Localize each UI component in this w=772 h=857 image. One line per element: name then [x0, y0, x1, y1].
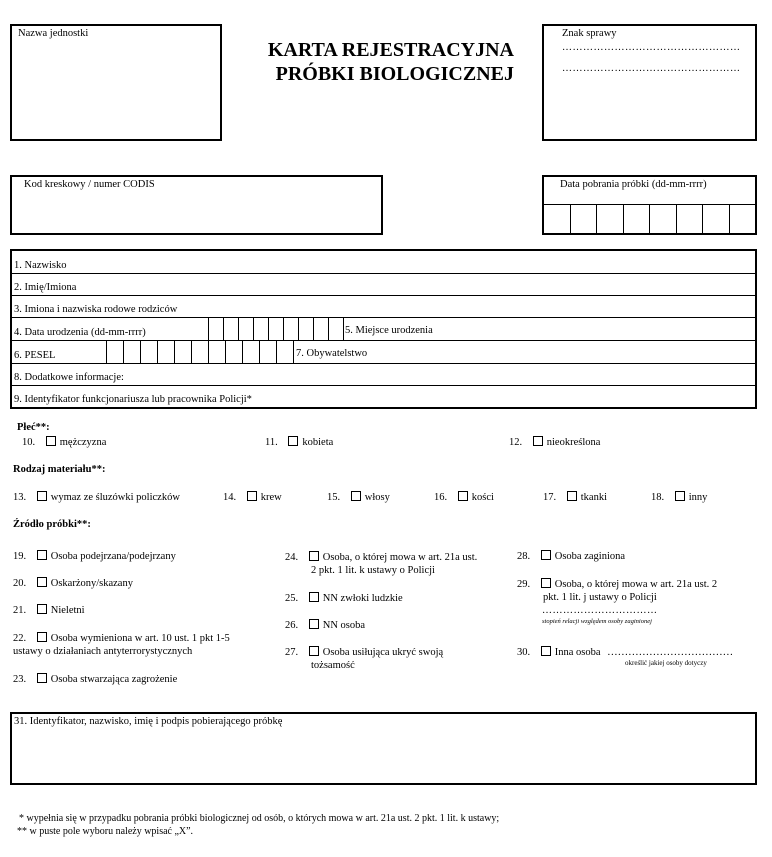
barcode-label: Kod kreskowy / numer CODIS	[24, 179, 155, 190]
checkbox[interactable]	[288, 436, 298, 446]
option-number: 17.	[543, 492, 557, 503]
option-label: Oskarżony/skazany	[50, 578, 133, 589]
checkbox[interactable]	[541, 578, 551, 588]
option-label-cont: tożsamość	[311, 660, 355, 671]
checkbox[interactable]	[37, 604, 47, 614]
option-label: NN osoba	[322, 620, 366, 631]
option-minor[interactable]	[13, 604, 85, 616]
option-number: 21.	[13, 605, 27, 616]
option-art21a-k[interactable]	[285, 551, 477, 577]
citizenship-label[interactable]: 7. Obywatelstwo	[296, 348, 368, 359]
barcode-box[interactable]	[10, 175, 383, 235]
surname-label: 1. Nazwisko	[14, 260, 67, 271]
officer-id-label: 9. Identyfikator funkcjonariusza lub pracownika Policji*	[14, 394, 252, 405]
checkbox[interactable]	[567, 491, 577, 501]
relation-dots[interactable]: ……………………………	[542, 605, 658, 616]
option-label: Osoba podejrzana/podejrzany	[50, 551, 176, 562]
option-label: Osoba, o której mowa w art. 21a ust.	[322, 552, 478, 563]
collector-label: 31. Identyfikator, nazwisko, imię i podpis pobierającego próbkę	[14, 716, 283, 727]
option-nn-remains[interactable]	[285, 592, 403, 604]
option-number: 29.	[517, 579, 531, 590]
birth-place-label[interactable]: 5. Miejsce urodzenia	[345, 325, 433, 336]
option-label: Osoba wymieniona w art. 10 ust. 1 pkt 1-5	[50, 633, 230, 644]
checkbox[interactable]	[458, 491, 468, 501]
option-label: Osoba usiłująca ukryć swoją	[322, 647, 444, 658]
checkbox[interactable]	[37, 491, 47, 501]
option-bones[interactable]	[434, 491, 494, 503]
option-label: kobieta	[302, 437, 334, 448]
case-dots-2: ……………………………………………	[562, 63, 741, 74]
option-number: 14.	[223, 492, 237, 503]
unit-name-box[interactable]	[10, 24, 222, 141]
option-missing-person[interactable]	[517, 550, 625, 562]
option-hiding-identity[interactable]	[285, 646, 443, 672]
option-art21a-j[interactable]	[517, 578, 717, 604]
option-undetermined[interactable]	[509, 436, 600, 448]
option-tissue[interactable]	[543, 491, 607, 503]
option-number: 13.	[13, 492, 27, 503]
pesel-cells[interactable]	[106, 341, 294, 363]
checkbox[interactable]	[37, 577, 47, 587]
row-first-names[interactable]	[12, 274, 755, 296]
title-line-1: KARTA REJESTRACYJNA	[267, 39, 514, 61]
other-person-dots[interactable]: ………………………………	[607, 647, 734, 658]
parents-label: 3. Imiona i nazwiska rodowe rodziców	[14, 304, 178, 315]
checkbox[interactable]	[247, 491, 257, 501]
option-number: 25.	[285, 593, 299, 604]
option-male[interactable]	[22, 436, 106, 448]
footnote-1: * wypełnia się w przypadku pobrania próbki biologicznej od osób, o których mowa w art. 21a ust. 2 pkt. 1 lit. k ustawy;	[19, 813, 500, 824]
row-birth	[12, 318, 755, 341]
sample-date-cells[interactable]	[544, 204, 755, 234]
option-label: inny	[688, 492, 708, 503]
checkbox[interactable]	[309, 646, 319, 656]
checkbox[interactable]	[309, 592, 319, 602]
option-accused[interactable]	[13, 577, 133, 589]
checkbox[interactable]	[309, 551, 319, 561]
birth-date-cells[interactable]	[208, 318, 344, 340]
relation-note: stopień relacji względem osoby zaginionej	[542, 618, 652, 625]
option-number: 27.	[285, 647, 299, 658]
option-label: nieokreślona	[546, 437, 601, 448]
personal-data-table	[10, 249, 757, 409]
sex-section-title: Płeć**:	[17, 422, 50, 433]
row-additional-info[interactable]	[12, 364, 755, 386]
option-suspect[interactable]	[13, 550, 176, 562]
collector-box[interactable]	[10, 712, 757, 785]
option-label: NN zwłoki ludzkie	[322, 593, 403, 604]
checkbox[interactable]	[37, 673, 47, 683]
option-other-material[interactable]	[651, 491, 707, 503]
option-label: Osoba, o której mowa w art. 21a ust. 2	[554, 579, 718, 590]
option-number: 26.	[285, 620, 299, 631]
checkbox[interactable]	[541, 646, 551, 656]
option-threat[interactable]	[13, 673, 177, 685]
option-blood[interactable]	[223, 491, 282, 503]
row-surname[interactable]	[12, 251, 755, 274]
checkbox[interactable]	[533, 436, 543, 446]
unit-name-label: Nazwa jednostki	[18, 28, 89, 39]
row-pesel	[12, 341, 755, 364]
option-number: 12.	[509, 437, 523, 448]
footnote-2: ** w puste pole wyboru należy wpisać „X”.	[17, 826, 194, 837]
option-number: 20.	[13, 578, 27, 589]
source-section-title: Źródło próbki**:	[13, 519, 91, 530]
option-buccal-swab[interactable]	[13, 491, 180, 503]
option-label-cont: 2 pkt. 1 lit. k ustawy o Policji	[311, 565, 435, 576]
pesel-label: 6. PESEL	[14, 350, 56, 361]
option-number: 15.	[327, 492, 341, 503]
checkbox[interactable]	[541, 550, 551, 560]
additional-info-label: 8. Dodatkowe informacje:	[14, 372, 124, 383]
option-label: Osoba zaginiona	[554, 551, 626, 562]
row-officer-id[interactable]	[12, 386, 755, 407]
checkbox[interactable]	[675, 491, 685, 501]
option-label: kości	[471, 492, 494, 503]
row-parents[interactable]	[12, 296, 755, 318]
material-section-title: Rodzaj materiału**:	[13, 464, 106, 475]
option-female[interactable]	[265, 436, 333, 448]
sample-date-box	[542, 175, 757, 235]
option-nn-person[interactable]	[285, 619, 365, 631]
option-label: krew	[260, 492, 282, 503]
checkbox[interactable]	[351, 491, 361, 501]
checkbox[interactable]	[309, 619, 319, 629]
option-number: 22.	[13, 633, 27, 644]
option-label-cont: pkt. 1 lit. j ustawy o Policji	[543, 592, 657, 603]
option-label: tkanki	[580, 492, 607, 503]
checkbox[interactable]	[37, 632, 47, 642]
option-label: włosy	[364, 492, 390, 503]
option-number: 23.	[13, 674, 27, 685]
option-other-person[interactable]	[517, 646, 733, 658]
option-label: Inna osoba	[554, 647, 601, 658]
first-names-label: 2. Imię/Imiona	[14, 282, 77, 293]
option-label: mężczyzna	[59, 437, 107, 448]
option-label-cont: ustawy o działaniach antyterrorystycznych	[13, 646, 193, 657]
option-number: 16.	[434, 492, 448, 503]
option-hair[interactable]	[327, 491, 390, 503]
option-antiterror[interactable]	[13, 632, 230, 658]
option-label: Osoba stwarzająca zagrożenie	[50, 674, 178, 685]
option-number: 28.	[517, 551, 531, 562]
option-label: Nieletni	[50, 605, 85, 616]
other-person-note: określić jakiej osoby dotyczy	[625, 659, 707, 667]
option-number: 19.	[13, 551, 27, 562]
option-number: 24.	[285, 552, 299, 563]
form-title	[230, 38, 514, 86]
checkbox[interactable]	[46, 436, 56, 446]
option-label: wymaz ze śluzówki policzków	[50, 492, 180, 503]
option-number: 10.	[22, 437, 36, 448]
option-number: 30.	[517, 647, 531, 658]
option-number: 18.	[651, 492, 665, 503]
checkbox[interactable]	[37, 550, 47, 560]
case-number-box[interactable]	[542, 24, 757, 141]
birth-date-label: 4. Data urodzenia (dd-mm-rrrr)	[14, 327, 146, 338]
title-line-2: PRÓBKI BIOLOGICZNEJ	[275, 63, 514, 85]
case-number-label: Znak sprawy	[562, 28, 617, 39]
sample-date-label: Data pobrania próbki (dd-mm-rrrr)	[560, 179, 707, 190]
option-number: 11.	[265, 437, 278, 448]
case-dots-1: ……………………………………………	[562, 42, 741, 53]
